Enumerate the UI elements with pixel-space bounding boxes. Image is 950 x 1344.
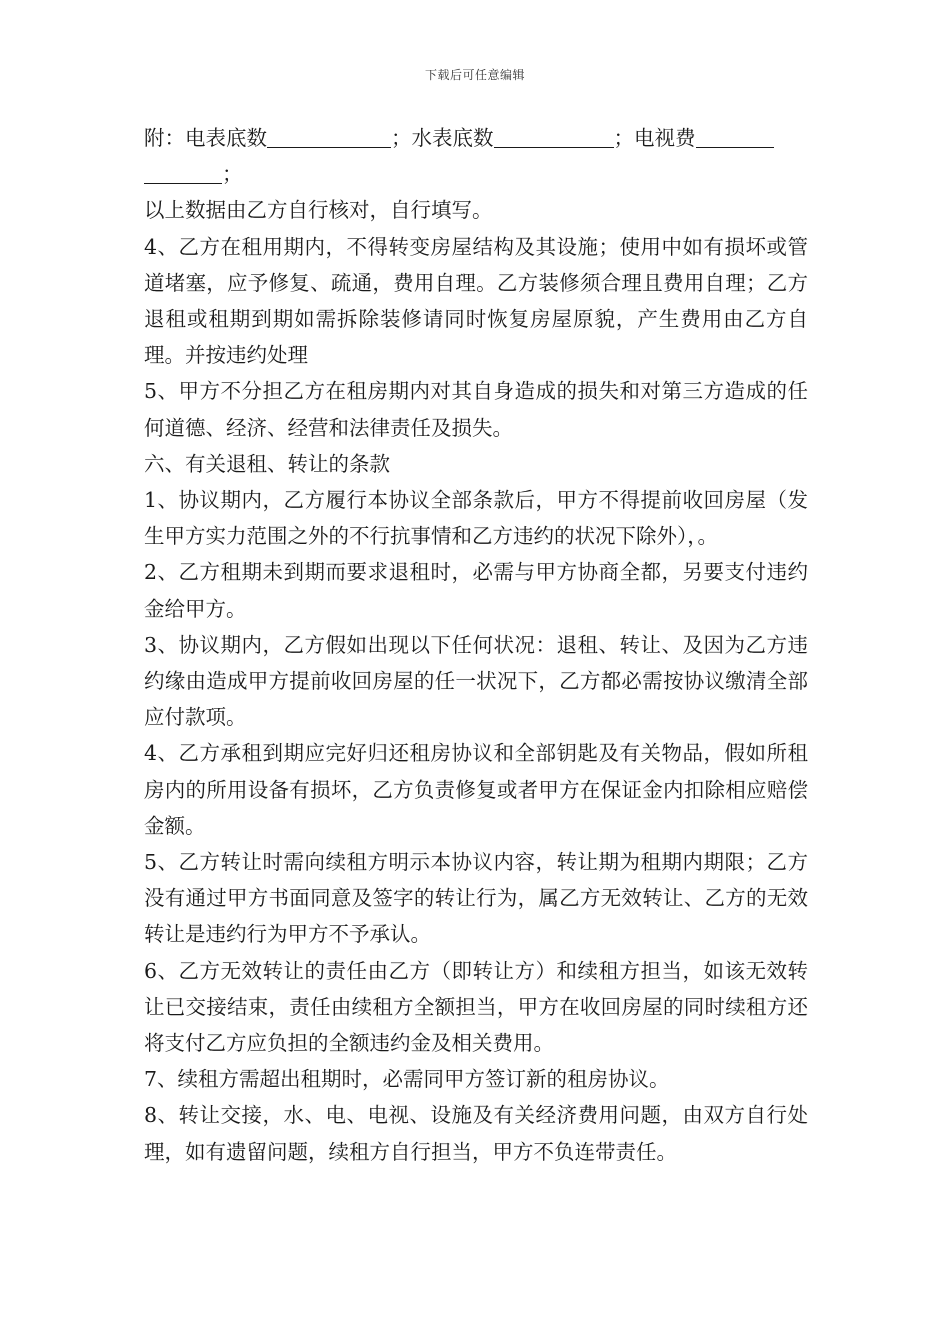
electric-meter-label: 附：电表底数 <box>144 126 267 150</box>
meter-line-end: ； <box>222 162 243 187</box>
tv-fee-blank-continued <box>144 161 222 184</box>
tv-fee-label: ；电视费 <box>613 126 696 150</box>
paragraph: 4、乙方在租用期内，不得转变房屋结构及其设施；使用中如有损坏或管道堵塞，应予修复、疏通，费用自理。乙方装修须合理且费用自理；乙方退租或租期到期如需拆除装修请同时恢复房屋原貌，产生费用由乙方自理。并按违约处理 <box>144 234 808 368</box>
paragraph: 5、乙方转让时需向续租方明示本协议内容，转让期为租期内期限；乙方没有通过甲方书面同意及签字的转让行为，属乙方无效转让、乙方的无效转让是违约行为甲方不予承认。 <box>144 850 808 947</box>
section-heading: 六、有关退租、转让的条款 <box>144 451 390 476</box>
paragraph: 4、乙方承租到期应完好归还租房协议和全部钥匙及有关物品，假如所租房内的所用设备有损坏，乙方负责修复或者甲方在保证金内扣除相应赔偿金额。 <box>144 741 808 838</box>
paragraph: 8、转让交接，水、电、电视、设施及有关经济费用问题，由双方自行处理，如有遗留问题，续租方自行担当，甲方不负连带责任。 <box>144 1103 808 1164</box>
electric-meter-blank <box>267 125 391 148</box>
paragraph: 3、协议期内，乙方假如出现以下任何状况：退租、转让、及因为乙方违约缘由造成甲方提前收回房屋的任一状况下，乙方都必需按协议缴清全部应付款项。 <box>144 632 808 730</box>
document-body <box>144 120 808 1170</box>
paragraph: 5、甲方不分担乙方在租房期内对其自身造成的损失和对第三方造成的任何道德、经济、经营和法律责任及损失。 <box>144 379 808 440</box>
water-meter-blank <box>494 125 614 148</box>
water-meter-label: ；水表底数 <box>391 126 494 150</box>
meter-readings-line <box>144 120 808 192</box>
paragraph: 6、乙方无效转让的责任由乙方（即转让方）和续租方担当，如该无效转让已交接结束，责任由续租方全额担当，甲方在收回房屋的同时续租方还将支付乙方应负担的全额违约金及相关费用。 <box>144 958 808 1056</box>
paragraph: 以上数据由乙方自行核对，自行填写。 <box>144 198 493 223</box>
tv-fee-blank <box>696 125 774 148</box>
paragraph: 2、乙方租期未到期而要求退租时，必需与甲方协商全都，另要支付违约金给甲方。 <box>144 560 808 621</box>
paragraph: 1、协议期内，乙方履行本协议全部条款后，甲方不得提前收回房屋（发生甲方实力范围之外的不行抗事情和乙方违约的状况下除外），。 <box>144 488 808 549</box>
paragraph: 7、续租方需超出租期时，必需同甲方签订新的租房协议。 <box>144 1067 670 1092</box>
page-header: 下载后可任意编辑 <box>424 68 525 82</box>
